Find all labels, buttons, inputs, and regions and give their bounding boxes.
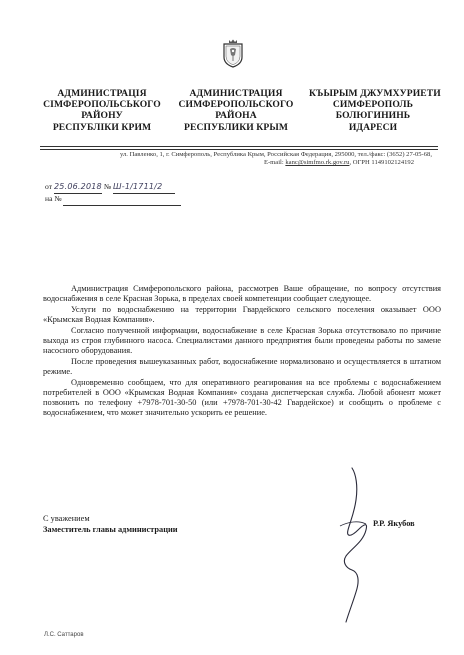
body-paragraph: Администрация Симферопольского района, рассмотрев Ваше обращение, по вопросу отсутствия водоснабжения в селе Красная Зорька, в пределах своей компетенции сообщает следующее.: [43, 284, 441, 303]
coat-of-arms-emblem: [222, 38, 244, 68]
header-right-line: СИМФЕРОПОЛЬ: [332, 99, 414, 111]
header-ukrainian: [42, 88, 162, 133]
contact-info: [56, 151, 432, 167]
from-label: от: [45, 182, 53, 191]
body-paragraph: Согласно полученной информации, водоснабжение в селе Красная Зорька отсутствовало по причине выхода из строя глубинного насоса. Специалистами данного предприятия были проведены работы по замене насосного оборудования.: [43, 326, 441, 355]
header-russian: [173, 88, 299, 133]
incoming-reference: [45, 193, 181, 205]
header-right-line: КЪЫРЫМ ДЖУМХУРИЕТИ: [309, 88, 441, 99]
header-center-line: РЕСПУБЛИКИ КРЫМ: [183, 121, 288, 133]
contact-address: ул. Павленко, 1, г. Симферополь, Республика Крым, Российская Федерация, 295000, тел./факс: (3652) 27-05-68,: [119, 151, 432, 158]
ogrn-text: , ОГРН 1149102124192: [349, 159, 414, 166]
email-label: E-mail:: [263, 159, 286, 166]
body-paragraph: После проведения вышеуказанных работ, водоснабжение нормализовано и осуществляется в штатном режиме.: [43, 357, 441, 376]
header-right-line: БОЛЮГИНИНЬ: [335, 110, 411, 122]
body-paragraph: Одновременно сообщаем, что для оперативного реагирования на все проблемы с водоснабжением потребителей в ООО «Крымская Водная Компания» создана диспетчерская служба. Любой абонент может позвонить по телефону +7978-701-30-50 (или +7978-701-30-42 Гвардейское) и сообщить о проблеме с водоснабжением, что может значительно ускорить ее решение.: [43, 378, 441, 417]
header-right-line: ИДАРЕСИ: [348, 121, 398, 133]
header-left-line: РАЙОНУ: [81, 110, 123, 122]
body-paragraph: Услуги по водоснабжению на территории Гвардейского сельского поселения оказывает ООО «Крымская Водная Компания».: [43, 305, 441, 324]
header-left-line: АДМИНИСТРАЦІЯ: [57, 88, 147, 99]
handwritten-date: 25.06.2018: [54, 182, 102, 191]
email-link[interactable]: kanc@simfmo.rk.gov.ru: [285, 159, 350, 166]
number-label: №: [103, 182, 112, 191]
handwritten-number: Ш-1/1711/2: [112, 182, 163, 191]
header-divider-thin: [40, 149, 438, 150]
header-center-line: СИМФЕРОПОЛЬСКОГО: [178, 99, 294, 111]
to-label: на №: [45, 194, 62, 203]
header-left-line: СІМФЕРОПОЛЬСЬКОГО: [43, 99, 161, 111]
closing-regards: С уважением: [43, 514, 90, 523]
letter-body: [43, 284, 441, 418]
header-crimean-tatar: [309, 88, 441, 133]
executor-name: Л.С. Саттаров: [44, 632, 84, 638]
incoming-number-field: [63, 193, 181, 206]
signer-position: Заместитель главы администрации: [43, 524, 178, 534]
outgoing-reference: [45, 181, 181, 193]
header-divider: [40, 146, 438, 147]
header-center-line: РАЙОНА: [215, 110, 257, 122]
handwritten-signature: [332, 464, 377, 624]
signer-name: Р.Р. Якубов: [373, 519, 415, 528]
header-center-line: АДМИНИСТРАЦИЯ: [189, 88, 283, 99]
header-left-line: РЕСПУБЛІКИ КРИМ: [52, 121, 152, 133]
reference-block: [45, 181, 181, 205]
contact-email-line: [56, 159, 432, 167]
